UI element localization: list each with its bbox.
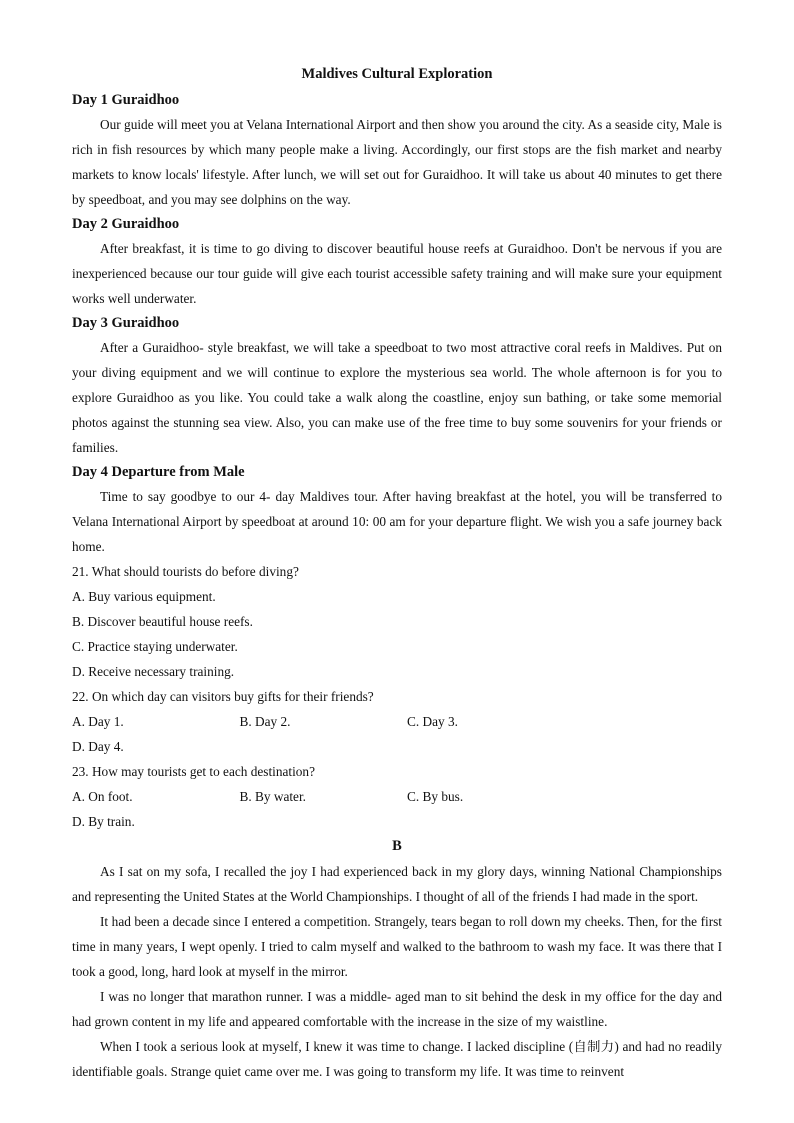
question-23: 23. How may tourists get to each destination? <box>72 764 315 779</box>
day-3-text: After a Guraidhoo- style breakfast, we will take a speedboat to two most attractive coral reefs in Maldives. Put on your diving equipment and we will continue to explore the mysterious sea world. The whole afternoon is for you to explore Guraidhoo as you like. You could take a walk along the coastline, enjoy sun bathing, or take some memorial photos against the stunning sea view. Also, you can make use of the free time to buy some souvenirs for your friends or families. <box>72 340 722 455</box>
option-b[interactable]: B. Discover beautiful house reefs. <box>72 614 253 629</box>
option-c[interactable]: C. Day 3. <box>407 714 458 729</box>
passage-content <box>72 88 722 1084</box>
option-d[interactable]: D. By train. <box>72 814 135 829</box>
question-21: 21. What should tourists do before diving? <box>72 564 299 579</box>
option-b[interactable]: B. By water. <box>239 789 306 804</box>
day-2-text: After breakfast, it is time to go diving to discover beautiful house reefs at Guraidhoo. Don't be nervous if you are inexperienced because our tour guide will give each tourist accessible safety training and will make sure your equipment works well underwater. <box>72 241 722 306</box>
option-a[interactable]: A. Day 1. <box>72 714 124 729</box>
section-b-paragraph-4: When I took a serious look at myself, I knew it was time to change. I lacked discipline (自制力) and had no readily identifiable goals. Strange quiet came over me. I was going to transform my life. It was time to reinvent <box>72 1039 722 1079</box>
option-a[interactable]: A. On foot. <box>72 789 133 804</box>
day-2-heading: Day 2 Guraidhoo <box>72 216 180 232</box>
option-d[interactable]: D. Day 4. <box>72 739 124 754</box>
day-1-heading: Day 1 Guraidhoo <box>72 92 180 108</box>
section-b-paragraph-2: It had been a decade since I entered a competition. Strangely, tears began to roll down my cheeks. Then, for the first time in many years, I wept openly. I tried to calm myself and walked to the bathroom to wash my face. It was there that I took a good, long, hard look at myself in the mirror. <box>72 914 722 979</box>
option-a[interactable]: A. Buy various equipment. <box>72 589 216 604</box>
option-b[interactable]: B. Day 2. <box>239 714 291 729</box>
day-4-text: Time to say goodbye to our 4- day Maldives tour. After having breakfast at the hotel, you will be transferred to Velana International Airport by speedboat at around 10: 00 am for your departure flight. We wish you a safe journey back home. <box>72 489 722 554</box>
day-3-heading: Day 3 Guraidhoo <box>72 315 180 331</box>
section-b-label: B <box>392 838 402 854</box>
question-22: 22. On which day can visitors buy gifts for their friends? <box>72 689 374 704</box>
passage-title: Maldives Cultural Exploration <box>301 66 493 82</box>
day-1-text: Our guide will meet you at Velana International Airport and then show you around the city. As a seaside city, Male is rich in fish resources by which many people make a living. Accordingly, our first stops are the fish market and nearby markets to know locals' lifestyle. After lunch, we will set out for Guraidhoo. It will take us about 40 minutes to get there by speedboat, and you may see dolphins on the way. <box>72 117 722 207</box>
question-21-options <box>72 584 722 684</box>
question-23-options <box>72 784 722 834</box>
day-4-heading: Day 4 Departure from Male <box>72 464 245 480</box>
question-22-options <box>72 709 722 759</box>
section-b-paragraph-1: As I sat on my sofa, I recalled the joy I had experienced back in my glory days, winning National Championships and representing the United States at the World Championships. I thought of all of the friends I had made in the sport. <box>72 864 722 904</box>
option-c[interactable]: C. Practice staying underwater. <box>72 639 238 654</box>
section-b-paragraph-3: I was no longer that marathon runner. I was a middle- aged man to sit behind the desk in my office for the day and had grown content in my life and appeared comfortable with the increase in the size of my waistline. <box>72 989 722 1029</box>
option-c[interactable]: C. By bus. <box>407 789 464 804</box>
option-d[interactable]: D. Receive necessary training. <box>72 664 235 679</box>
